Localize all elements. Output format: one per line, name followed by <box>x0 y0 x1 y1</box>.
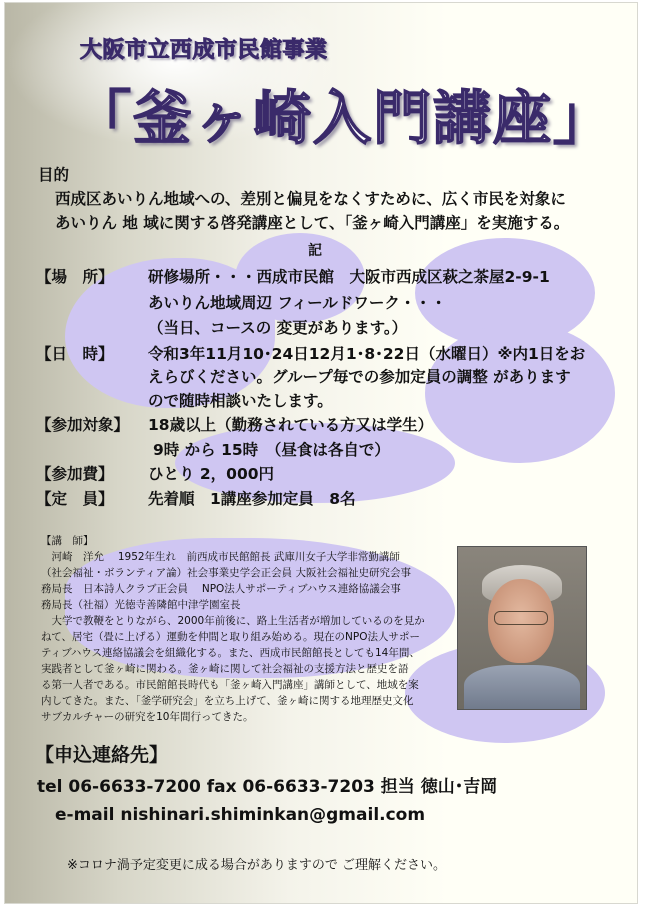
date-line: 令和3年11月10･24日12月1･8･22日（水曜日）※内1日をお <box>148 345 586 363</box>
place-line: 研修場所・・・西成市民館 大阪市西成区萩之茶屋2-9-1 <box>148 268 550 286</box>
lecturer-bio-line: （社会福祉・ボランティア論）社会事業史学会正会員 大阪社会福祉史研究会事 <box>41 567 411 579</box>
contact-heading: 【申込連絡先】 <box>35 744 169 766</box>
covid-note: ※コロナ渦予定変更に成る場合がありますので ご理解ください。 <box>67 858 447 873</box>
lecturer-bio-line: 務局長（社福）光徳寺善隣館中津学園室長 <box>41 599 241 611</box>
lecturer-bio-line: る第一人者である。市民館館長時代も「釜ヶ崎入門講座」講師として、地域を案 <box>41 679 419 691</box>
lecturer-bio-line: 内してきた。また、「釜学研究会」を立ち上げて、釜ヶ崎に関する地理歴史文化 <box>41 695 414 707</box>
place-line: （当日、コースの 変更があります。） <box>148 319 408 337</box>
date-label: 【日 時】 <box>36 345 114 363</box>
email-line: e-mail nishinari.shiminkan@gmail.com <box>55 805 426 825</box>
page-title: 「釜ヶ崎入門講座」 <box>73 84 614 152</box>
place-label: 【場 所】 <box>36 268 114 286</box>
time-line: 9時 から 15時 （昼食は各自で） <box>153 441 390 459</box>
capacity-value: 先着順 1講座参加定員 8名 <box>148 490 356 508</box>
lecturer-label: 【講 師】 <box>41 535 94 547</box>
lecturer-bio-line: 実践者として釜ヶ崎に関わる。釜ヶ崎に関して社会福祉の支援方法と歴史を語 <box>41 663 409 675</box>
target-label: 【参加対象】 <box>36 416 130 434</box>
lecturer-bio-line: ティブハウス連絡協議会を組織化する。また、西成市民館館長としても14年間、 <box>41 647 420 659</box>
lecturer-photo <box>457 546 587 710</box>
purpose-line: 西成区あいりん地域への、差別と偏見をなくすために、広く市民を対象に <box>55 190 566 208</box>
lecturer-bio-line: 河崎 洋允 1952年生れ 前西成市民館館長 武庫川女子大学非常勤講師 <box>41 551 400 563</box>
target-line: 18歳以上（勤務されている方又は学生） <box>148 416 434 434</box>
purpose-line: あいりん 地 域に関する啓発講座として、「釜ヶ崎入門講座」を実施する。 <box>55 214 570 232</box>
lecturer-bio-line: サブカルチャーの研究を10年間行ってきた。 <box>41 711 254 723</box>
ki-mark: 記 <box>308 243 322 259</box>
phone-fax-line: tel 06-6633-7200 fax 06-6633-7203 担当 徳山･吉岡 <box>37 777 498 797</box>
lecturer-bio-line: 大学で教鞭をとりながら、2000年前後に、路上生活者が増加しているのを見か <box>41 615 425 627</box>
fee-value: ひとり 2，000円 <box>148 465 275 483</box>
lecturer-bio-line: 務局長 日本詩人クラブ正会員 NPO法人サポーティブハウス連絡協議会事 <box>41 583 401 595</box>
capacity-label: 【定 員】 <box>36 490 114 508</box>
date-line: えらびください。グループ毎での参加定員の調整 があります <box>148 368 571 386</box>
flyer-page <box>4 2 638 904</box>
date-line: ので随時相談いたします。 <box>148 392 333 410</box>
lecturer-bio-line: ねて、居宅（畳に上げる）運動を仲間と取り組み始める。現在のNPO法人サポー <box>41 631 420 643</box>
fee-label: 【参加費】 <box>36 465 114 483</box>
organizer-subtitle: 大阪市立西成市民館事業 <box>80 38 328 63</box>
purpose-label: 目的 <box>38 166 70 184</box>
place-line: あいりん地域周辺 フィールドワーク・・・ <box>148 294 447 312</box>
